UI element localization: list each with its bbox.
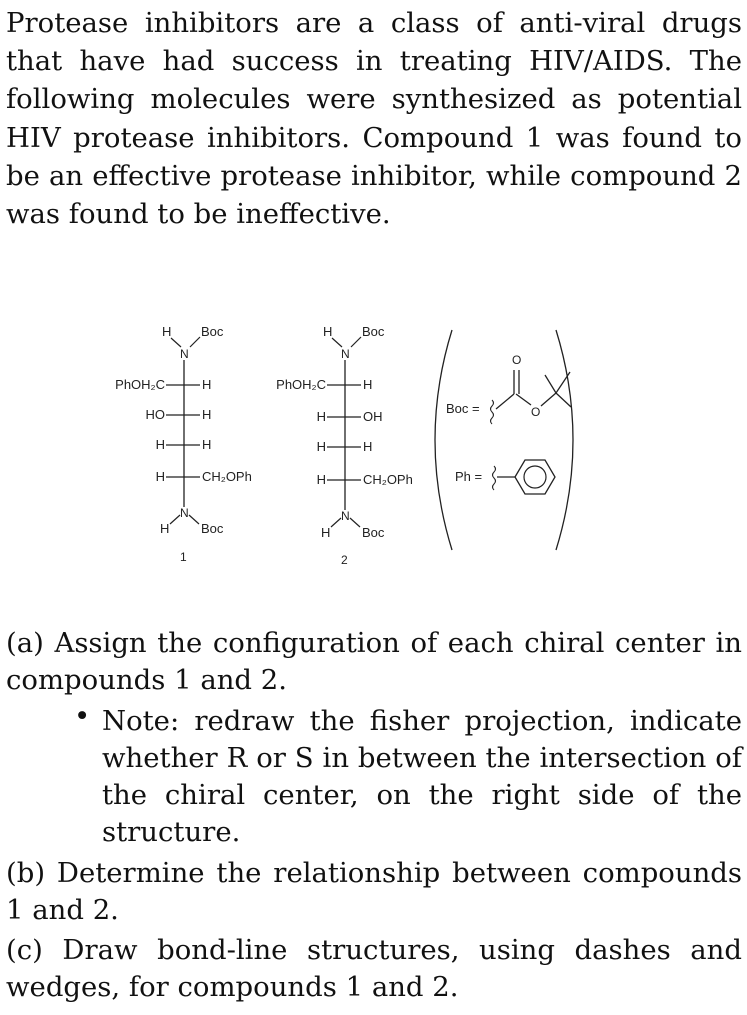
c1-top-boc: Boc [201,324,224,339]
c2-row1-left: PhOH₂C [276,377,326,392]
c1-bottom-n: N [180,506,189,520]
c1-row3-left: H [155,437,165,452]
c1-top-n: N [180,347,189,361]
note-bullet: • [74,700,91,732]
c1-bottom-h: H [160,521,170,536]
boc-carbonyl-o: O [512,353,522,367]
ph-label: Ph = [455,469,483,484]
c1-row1-right: H [202,377,212,392]
boc-wavy-bond [491,400,494,424]
c2-bottom-h: H [321,525,331,540]
boc-label: Boc = [446,401,480,416]
question-a: (a) Assign the configuration of each chiral center in compounds 1 and 2. [6,627,742,696]
c1-top-h: H [162,324,172,339]
c1-bottom-boc: Boc [201,521,224,536]
c2-bottom-n: N [341,509,350,523]
c2-top-n: N [341,347,350,361]
c2-bottom-boc: Boc [362,525,385,540]
boc-ester-o: O [531,405,541,419]
c2-row2-left: H [316,409,326,424]
abbreviation-legend [435,330,573,550]
c2-row3-right: H [363,439,373,454]
right-paren [556,330,573,550]
c1-row1-left: PhOH₂C [115,377,165,392]
question-c: (c) Draw bond-line structures, using dashes and wedges, for compounds 1 and 2. [6,934,742,1003]
compound-2 [276,324,413,567]
c2-top-boc: Boc [362,324,385,339]
c1-row4-right: CH₂OPh [202,469,252,484]
compound-1 [115,324,252,564]
c2-row3-left: H [316,439,326,454]
c2-top-h: H [323,324,333,339]
c2-row4-right: CH₂OPh [363,472,413,487]
c2-row4-left: H [316,472,326,487]
tbu-methyl-3 [545,375,556,393]
c1-row2-left: HO [145,407,165,422]
compound-2-number: 2 [341,553,348,567]
tbu-methyl-2 [556,393,571,407]
question-a-note: Note: redraw the fisher projection, indicate whether R or S in between the intersection of the chiral center, on the right side of the structure. [102,705,742,848]
c1-row2-right: H [202,407,212,422]
fischer-projection-figure [0,300,747,600]
intro-paragraph: Protease inhibitors are a class of anti-viral drugs that have had success in treating HIV/AIDS. The following molecules were synthesized as potential HIV protease inhibitors. Compound 1 was found to be an effective protease inhibitor, while compound 2 was found to be ineffective. [6,7,742,231]
aromatic-circle [524,466,546,488]
question-b: (b) Determine the relationship between compounds 1 and 2. [6,857,742,926]
c2-row2-right: OH [363,409,383,424]
benzene-ring [515,460,555,494]
ph-wavy-bond [493,466,496,490]
boc-bond-1 [496,394,514,409]
c1-row4-left: H [155,469,165,484]
c1-row3-right: H [202,437,212,452]
compound-1-number: 1 [180,550,187,564]
left-paren [435,330,452,550]
c2-row1-right: H [363,377,373,392]
